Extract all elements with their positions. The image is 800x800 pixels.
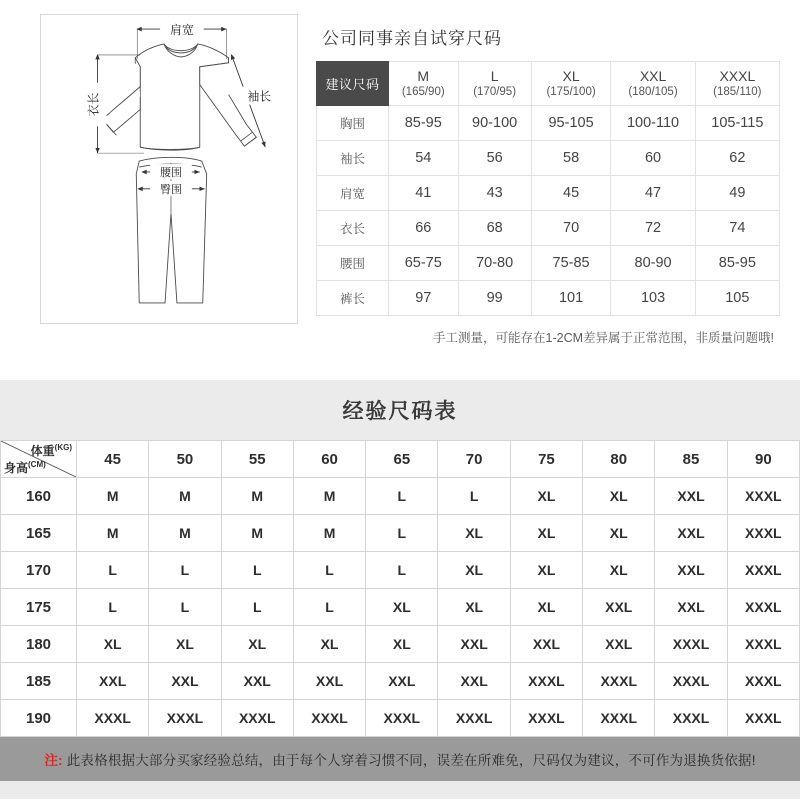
size-cell: XXL — [583, 589, 655, 626]
size-cell: XXXL — [655, 663, 727, 700]
label-hip: 臀围 — [160, 183, 182, 196]
size-cell: M — [149, 515, 221, 552]
size-cell: M — [77, 478, 149, 515]
weight-column-header: 45 — [77, 441, 149, 478]
size-cell: XXXL — [510, 663, 582, 700]
size-cell: XXL — [655, 552, 727, 589]
size-cell: L — [149, 552, 221, 589]
measure-value: 105-115 — [695, 106, 779, 141]
size-cell: XL — [293, 626, 365, 663]
weight-column-header: 75 — [510, 441, 582, 478]
height-axis-label — [4, 459, 46, 476]
size-cell: XL — [583, 552, 655, 589]
size-col-spec: (165/90) — [401, 86, 445, 99]
measure-value: 60 — [611, 141, 695, 176]
table-row — [1, 515, 800, 552]
experience-footnote — [0, 737, 800, 781]
size-cell: M — [149, 478, 221, 515]
size-cell: XXXL — [655, 626, 727, 663]
measure-value: 80-90 — [611, 246, 695, 281]
table-row — [317, 281, 780, 316]
size-cell: XXL — [655, 478, 727, 515]
measure-label: 腰围 — [317, 246, 389, 281]
weight-column-header: 50 — [149, 441, 221, 478]
table-row — [1, 552, 800, 589]
size-cell: XXL — [221, 663, 293, 700]
size-cell: XXL — [583, 626, 655, 663]
size-table-header-row — [317, 62, 780, 106]
weight-column-header: 70 — [438, 441, 510, 478]
size-cell: XXXL — [583, 663, 655, 700]
size-cell: XXXL — [77, 700, 149, 737]
height-row-label: 160 — [1, 478, 77, 515]
size-cell: XXL — [77, 663, 149, 700]
size-cell: XXXL — [438, 700, 510, 737]
size-col-name: L — [490, 67, 499, 84]
size-cell: XL — [510, 515, 582, 552]
size-cell: L — [366, 552, 438, 589]
measure-value: 56 — [458, 141, 531, 176]
footnote-text: 此表格根据大部分买家经验总结，由于每个人穿着习惯不同，误差在所难免，尺码仅为建议，不可作为退换货依据! — [66, 753, 756, 768]
table-row — [1, 589, 800, 626]
size-cell: L — [149, 589, 221, 626]
experience-size-table — [0, 440, 800, 737]
table-row — [1, 663, 800, 700]
size-col-name: XXL — [639, 67, 667, 84]
size-cell: XL — [438, 515, 510, 552]
size-col-header-xl — [531, 62, 611, 106]
measure-value: 41 — [389, 176, 459, 211]
size-col-spec: (185/110) — [713, 86, 762, 99]
table-row — [317, 176, 780, 211]
height-row-label: 175 — [1, 589, 77, 626]
size-col-header-l — [458, 62, 531, 106]
weight-column-header: 65 — [366, 441, 438, 478]
measure-value: 45 — [531, 176, 611, 211]
weight-column-header: 80 — [583, 441, 655, 478]
size-cell: XXXL — [510, 700, 582, 737]
size-col-spec: (175/100) — [546, 86, 596, 99]
height-weight-corner-cell — [1, 441, 77, 478]
size-cell: XXL — [510, 626, 582, 663]
size-cell: XXXL — [727, 663, 799, 700]
garment-illustration — [40, 14, 298, 324]
table-row — [317, 141, 780, 176]
weight-column-header: 55 — [221, 441, 293, 478]
table-row — [1, 478, 800, 515]
size-cell: XXXL — [149, 700, 221, 737]
measure-label: 胸围 — [317, 106, 389, 141]
size-cell: XL — [366, 626, 438, 663]
weight-column-header: 85 — [655, 441, 727, 478]
size-col-header-xxl — [611, 62, 695, 106]
size-cell: XL — [366, 589, 438, 626]
colleague-size-table — [316, 61, 780, 316]
size-cell: XXL — [438, 663, 510, 700]
measure-value: 103 — [611, 281, 695, 316]
size-cell: XXXL — [727, 552, 799, 589]
size-cell: XL — [149, 626, 221, 663]
weight-column-header: 90 — [727, 441, 799, 478]
size-cell: XXXL — [727, 700, 799, 737]
label-garment-length: 衣长 — [86, 92, 101, 117]
measure-value: 70-80 — [458, 246, 531, 281]
size-cell: XL — [77, 626, 149, 663]
size-cell: XXXL — [727, 515, 799, 552]
size-cell: XL — [221, 626, 293, 663]
size-cell: XL — [583, 515, 655, 552]
footnote-prefix: 注: — [44, 753, 63, 768]
size-cell: XXXL — [366, 700, 438, 737]
measurement-note: 手工测量，可能存在1-2CM差异属于正常范围，非质量问题哦! — [433, 331, 774, 345]
size-cell: XL — [583, 478, 655, 515]
height-axis-text: 身高 — [4, 461, 29, 475]
size-cell: XXXL — [221, 700, 293, 737]
experience-size-section — [0, 380, 800, 799]
measure-value: 49 — [695, 176, 779, 211]
height-axis-unit: (CM) — [28, 460, 46, 469]
experience-header-row — [1, 441, 800, 478]
measure-label: 袖长 — [317, 141, 389, 176]
size-cell: L — [438, 478, 510, 515]
size-col-spec: (180/105) — [628, 86, 678, 99]
size-cell: M — [293, 478, 365, 515]
measure-value: 100-110 — [611, 106, 695, 141]
experience-table-body — [1, 478, 800, 737]
bottom-strip — [0, 781, 800, 799]
size-cell: L — [77, 589, 149, 626]
size-cell: L — [293, 589, 365, 626]
weight-axis-text: 体重 — [30, 444, 55, 458]
measure-value: 72 — [611, 211, 695, 246]
size-cell: M — [293, 515, 365, 552]
size-col-name: XXXL — [719, 67, 756, 84]
size-col-header-xxxl — [695, 62, 779, 106]
table-row — [1, 700, 800, 737]
size-cell: M — [221, 478, 293, 515]
size-cell: L — [221, 589, 293, 626]
size-cell: XXL — [366, 663, 438, 700]
size-cell: XXL — [655, 515, 727, 552]
experience-title-band — [0, 380, 800, 440]
size-cell: M — [77, 515, 149, 552]
measure-value: 97 — [389, 281, 459, 316]
size-cell: XXXL — [583, 700, 655, 737]
size-cell: XXL — [655, 589, 727, 626]
size-cell: L — [293, 552, 365, 589]
size-cell: XXL — [438, 626, 510, 663]
size-cell: XL — [510, 552, 582, 589]
table-row — [1, 626, 800, 663]
measure-value: 85-95 — [695, 246, 779, 281]
table-row — [317, 106, 780, 141]
size-cell: L — [77, 552, 149, 589]
measure-value: 66 — [389, 211, 459, 246]
measure-value: 54 — [389, 141, 459, 176]
measure-label: 衣长 — [317, 211, 389, 246]
size-cell: M — [221, 515, 293, 552]
measure-value: 85-95 — [389, 106, 459, 141]
measure-value: 43 — [458, 176, 531, 211]
experience-table-title: 经验尺码表 — [342, 400, 458, 423]
measure-value: 75-85 — [531, 246, 611, 281]
size-cell: XL — [510, 478, 582, 515]
height-row-label: 180 — [1, 626, 77, 663]
size-col-name: XL — [562, 67, 580, 84]
height-row-label: 185 — [1, 663, 77, 700]
measure-value: 101 — [531, 281, 611, 316]
size-cell: XXL — [293, 663, 365, 700]
size-table-title: 公司同事亲自试穿尺码 — [322, 29, 502, 48]
measure-value: 62 — [695, 141, 779, 176]
size-cell: L — [221, 552, 293, 589]
size-cell: XXL — [149, 663, 221, 700]
measure-value: 95-105 — [531, 106, 611, 141]
measure-value: 70 — [531, 211, 611, 246]
measure-value: 99 — [458, 281, 531, 316]
size-table-corner-header: 建议尺码 — [317, 62, 389, 106]
size-cell: XXXL — [727, 478, 799, 515]
measure-value: 65-75 — [389, 246, 459, 281]
size-col-header-m — [389, 62, 459, 106]
measure-value: 105 — [695, 281, 779, 316]
size-table-section — [306, 14, 780, 380]
size-cell: XL — [438, 552, 510, 589]
size-col-spec: (170/95) — [473, 86, 517, 99]
label-sleeve-length: 袖长 — [247, 89, 272, 104]
size-cell: L — [366, 515, 438, 552]
weight-column-header: 60 — [293, 441, 365, 478]
measure-value: 68 — [458, 211, 531, 246]
measure-value: 74 — [695, 211, 779, 246]
measure-value: 90-100 — [458, 106, 531, 141]
size-cell: XXXL — [727, 589, 799, 626]
size-col-name: M — [417, 67, 430, 84]
table-row — [317, 246, 780, 281]
table-row — [317, 211, 780, 246]
measure-value: 58 — [531, 141, 611, 176]
size-cell: XXXL — [293, 700, 365, 737]
top-section — [0, 0, 800, 380]
height-row-label: 165 — [1, 515, 77, 552]
measure-label: 裤长 — [317, 281, 389, 316]
height-row-label: 190 — [1, 700, 77, 737]
weight-axis-label — [31, 442, 72, 459]
weight-axis-unit: (KG) — [54, 443, 72, 452]
label-shoulder-width: 肩宽 — [170, 23, 194, 38]
measure-value: 47 — [611, 176, 695, 211]
size-cell: XXXL — [655, 700, 727, 737]
height-row-label: 170 — [1, 552, 77, 589]
size-cell: L — [366, 478, 438, 515]
label-waist: 腰围 — [160, 166, 182, 179]
size-cell: XXXL — [727, 626, 799, 663]
size-cell: XL — [510, 589, 582, 626]
size-cell: XL — [438, 589, 510, 626]
measure-label: 肩宽 — [317, 176, 389, 211]
